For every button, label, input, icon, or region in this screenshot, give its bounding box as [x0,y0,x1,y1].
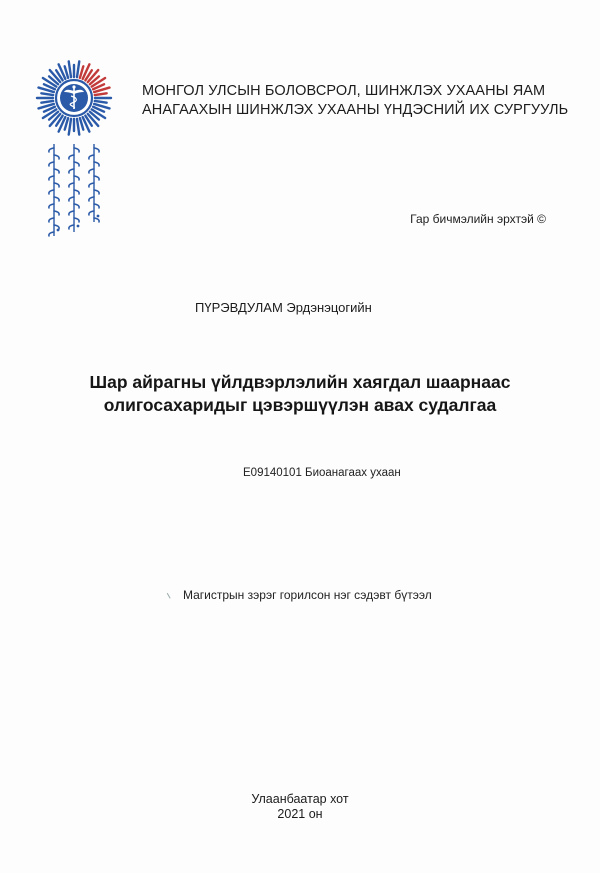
university-name: АНАГААХЫН ШИНЖЛЭХ УХААНЫ ҮНДЭСНИЙ ИХ СУРГУУЛЬ [142,102,569,118]
author-name: ПҮРЭВДУЛАМ Эрдэнэцогийн [195,300,372,315]
thesis-title-line-1: Шар айрагны үйлдвэрлэлийн хаягдал шаарнаас [89,372,511,392]
scan-mark [167,591,173,598]
city: Улаанбаатар хот [251,792,349,806]
thesis-title-line-2: олигосахаридыг цэвэршүүлэн авах судалгаа [103,395,497,415]
institution-header [142,82,582,120]
specialty-code: E09140101 Биоанагаах ухаан [243,467,401,479]
university-logo [32,58,116,248]
place-and-date [200,792,400,822]
degree-statement: Магистрын зэрэг горилсон нэг сэдэвт бүтээл [183,588,432,602]
thesis-title [40,371,560,417]
year: 2021 он [277,807,323,821]
caduceus-emblem-icon [32,58,116,248]
copyright-notice: Гар бичмэлийн эрхтэй © [410,212,546,226]
ministry-name: МОНГОЛ УЛСЫН БОЛОВСРОЛ, ШИНЖЛЭХ УХААНЫ ЯАМ [142,83,546,99]
